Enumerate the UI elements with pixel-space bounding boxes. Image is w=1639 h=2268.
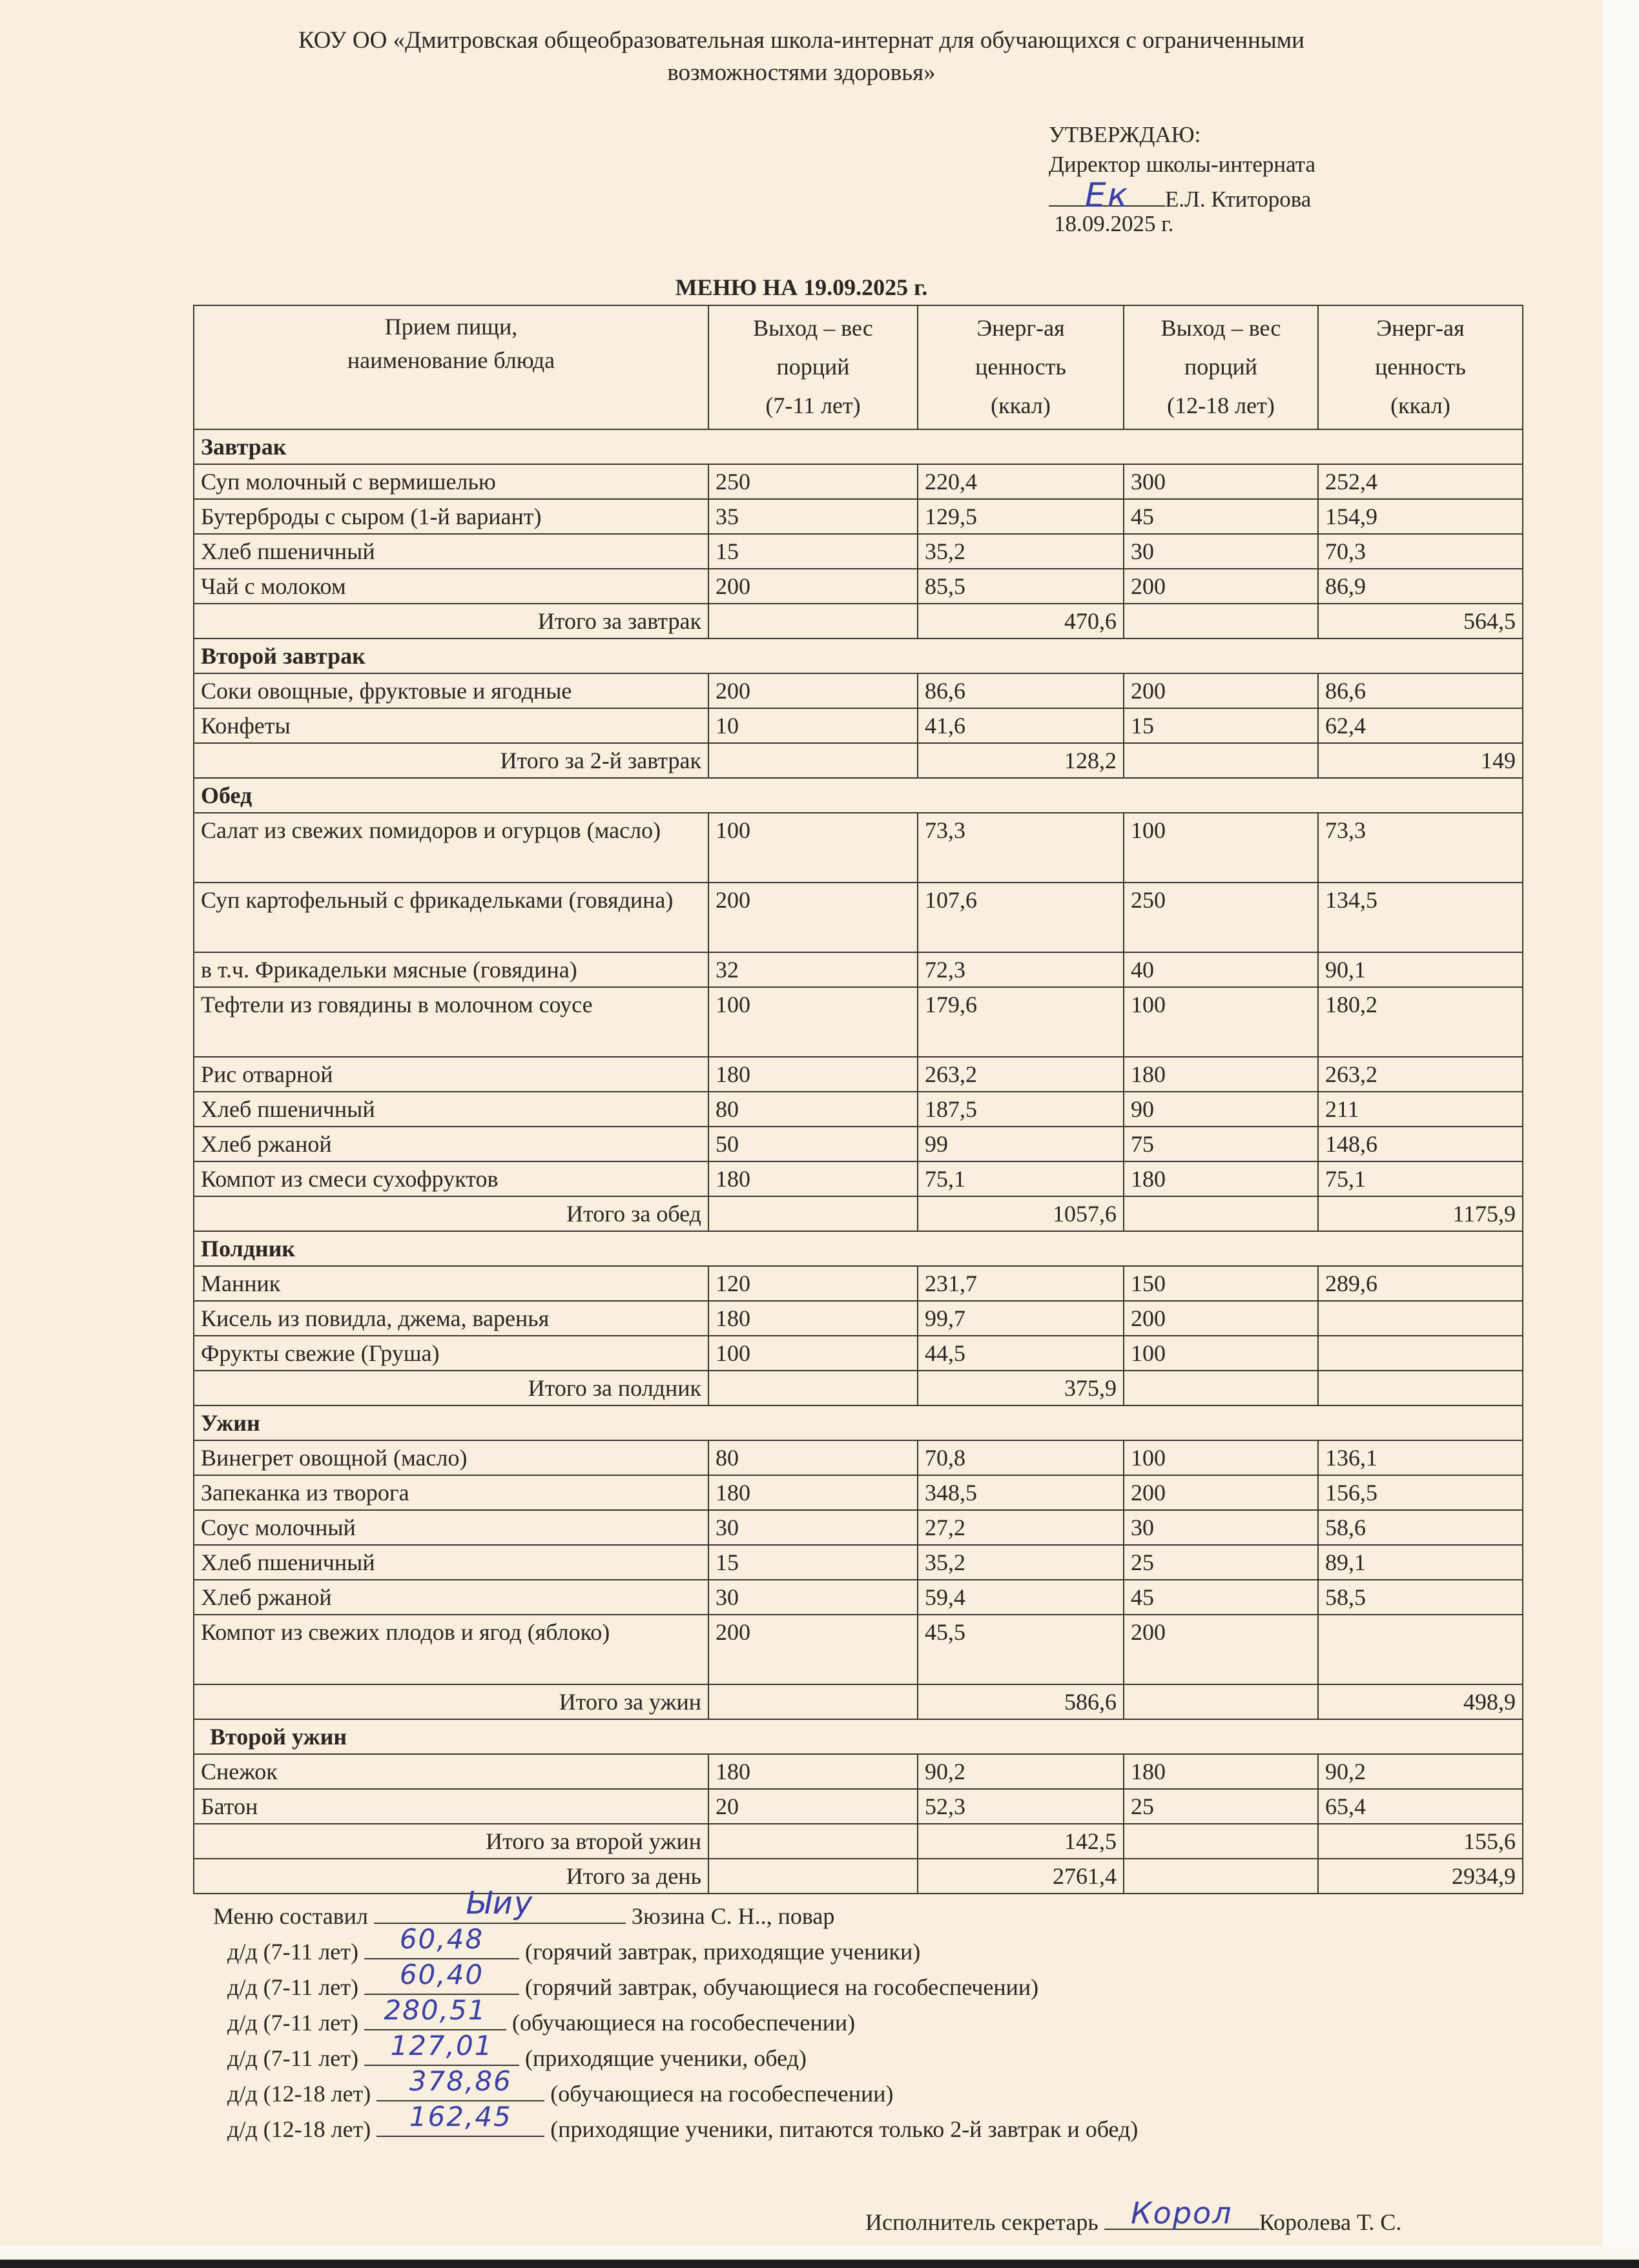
dish-name: Рис отварной (194, 1057, 708, 1092)
energy-12-18-cell: 252,4 (1318, 464, 1523, 499)
cost-age-label: д/д (7-11 лет) (227, 1974, 358, 2000)
energy-7-11-cell: 231,7 (918, 1266, 1124, 1301)
energy-12-18-cell: 75,1 (1318, 1161, 1523, 1196)
energy-12-18-cell: 58,6 (1318, 1510, 1523, 1545)
dish-row (194, 813, 1523, 883)
dish-row (194, 1789, 1523, 1824)
section-title: Ужин (194, 1405, 1523, 1440)
total-empty-cell (708, 1824, 918, 1859)
dish-row (194, 1127, 1523, 1161)
menu-table-body (194, 429, 1523, 1894)
total-empty-cell (708, 1196, 918, 1231)
weight-7-11-cell: 180 (708, 1057, 918, 1092)
section-total-row (194, 1196, 1523, 1231)
total-empty-cell (1124, 604, 1318, 639)
weight-12-18-cell: 25 (1124, 1789, 1318, 1824)
weight-12-18-cell: 100 (1124, 1336, 1318, 1371)
cost-value-blank (376, 2065, 544, 2101)
section-title: Второй ужин (194, 1719, 1523, 1754)
total-label: Итого за полдник (194, 1371, 708, 1405)
dish-name: Хлеб ржаной (194, 1580, 708, 1615)
energy-7-11-cell: 70,8 (918, 1440, 1124, 1475)
weight-7-11-cell: 100 (708, 987, 918, 1057)
total-energy-7-11: 128,2 (918, 743, 1124, 778)
total-empty-cell (1124, 1371, 1318, 1405)
total-energy-12-18: 498,9 (1318, 1684, 1523, 1719)
section-title: Обед (194, 778, 1523, 813)
total-energy-7-11: 375,9 (918, 1371, 1124, 1405)
dish-row (194, 987, 1523, 1057)
cost-age-label: д/д (7-11 лет) (227, 2010, 358, 2036)
energy-12-18-cell (1318, 1336, 1523, 1371)
energy-12-18-cell: 73,3 (1318, 813, 1523, 883)
cost-age-label: д/д (7-11 лет) (227, 2045, 358, 2071)
weight-7-11-cell: 20 (708, 1789, 918, 1824)
dish-name: Чай с молоком (194, 569, 708, 604)
section-row (194, 1231, 1523, 1266)
dish-row (194, 464, 1523, 499)
total-energy-12-18 (1318, 1371, 1523, 1405)
weight-12-18-cell: 150 (1124, 1266, 1318, 1301)
cost-note: (приходящие ученики, питаются только 2-й завтрак и обед) (550, 2116, 1139, 2142)
dish-row (194, 708, 1523, 743)
daily-cost-line (227, 1959, 1039, 2005)
energy-12-18-cell: 90,2 (1318, 1754, 1523, 1789)
energy-7-11-cell: 129,5 (918, 499, 1124, 534)
weight-12-18-cell: 15 (1124, 708, 1318, 743)
energy-12-18-cell: 86,9 (1318, 569, 1523, 604)
dish-name: Тефтели из говядины в молочном соусе (194, 987, 708, 1057)
weight-7-11-cell: 200 (708, 569, 918, 604)
day-total-energy-7-11: 2761,4 (918, 1859, 1124, 1894)
section-row (194, 1719, 1523, 1754)
dish-name: Запеканка из творога (194, 1475, 708, 1510)
composed-by-label: Меню составил (213, 1903, 368, 1929)
dish-name: в т.ч. Фрикадельки мясные (говядина) (194, 952, 708, 987)
section-total-row (194, 1684, 1523, 1719)
menu-table (193, 305, 1523, 1894)
weight-7-11-cell: 100 (708, 1336, 918, 1371)
cost-value-blank (364, 1923, 519, 1959)
weight-7-11-cell: 120 (708, 1266, 918, 1301)
total-empty-cell (1124, 1859, 1318, 1894)
weight-7-11-cell: 50 (708, 1127, 918, 1161)
dish-name: Компот из смеси сухофруктов (194, 1161, 708, 1196)
total-energy-12-18: 564,5 (1318, 604, 1523, 639)
weight-7-11-cell: 35 (708, 499, 918, 534)
weight-7-11-cell: 15 (708, 534, 918, 569)
composed-signature: Ыиу (466, 1885, 534, 1921)
dish-row (194, 569, 1523, 604)
cost-note: (горячий завтрак, приходящие ученики) (524, 1939, 921, 1965)
weight-12-18-cell: 200 (1124, 673, 1318, 708)
organization-name-line1: КОУ ОО «Дмитровская общеобразовательная школа-интернат для обучающихся с ограниченными (298, 27, 1304, 54)
weight-12-18-cell: 180 (1124, 1057, 1318, 1092)
dish-name: Батон (194, 1789, 708, 1824)
weight-7-11-cell: 200 (708, 883, 918, 952)
dish-name: Винегрет овощной (масло) (194, 1440, 708, 1475)
scan-margin (1603, 0, 1639, 2245)
weight-7-11-cell: 200 (708, 673, 918, 708)
weight-7-11-cell: 100 (708, 813, 918, 883)
cost-note: (горячий завтрак, обучающиеся на гособеспечении) (524, 1974, 1039, 2000)
energy-12-18-cell: 90,1 (1318, 952, 1523, 987)
dish-row (194, 1161, 1523, 1196)
total-label: Итого за второй ужин (194, 1824, 708, 1859)
weight-12-18-cell: 200 (1124, 569, 1318, 604)
daily-cost-line (227, 2065, 894, 2112)
column-header-energy-12-18: Энерг-ая ценность (ккал) (1318, 305, 1523, 429)
dish-name: Хлеб пшеничный (194, 1545, 708, 1580)
energy-7-11-cell: 86,6 (918, 673, 1124, 708)
executor-label: Исполнитель секретарь (865, 2209, 1098, 2235)
total-energy-7-11: 142,5 (918, 1824, 1124, 1859)
executor-signature: Корол (1131, 2196, 1233, 2231)
energy-12-18-cell: 62,4 (1318, 708, 1523, 743)
weight-12-18-cell: 180 (1124, 1754, 1318, 1789)
executor-signature-blank (1104, 2196, 1259, 2231)
total-empty-cell (708, 1371, 918, 1405)
dish-name: Суп картофельный с фрикадельками (говядина) (194, 883, 708, 952)
dish-name: Соки овощные, фруктовые и ягодные (194, 673, 708, 708)
weight-12-18-cell: 200 (1124, 1301, 1318, 1336)
dish-row (194, 1266, 1523, 1301)
dish-row (194, 673, 1523, 708)
total-empty-cell (1124, 1824, 1318, 1859)
dish-row (194, 1545, 1523, 1580)
cost-value-blank (364, 1959, 519, 1995)
energy-12-18-cell: 154,9 (1318, 499, 1523, 534)
cost-value: 378,86 (409, 2065, 512, 2097)
dish-name: Суп молочный с вермишелью (194, 464, 708, 499)
dish-row (194, 1510, 1523, 1545)
energy-7-11-cell: 59,4 (918, 1580, 1124, 1615)
energy-12-18-cell: 89,1 (1318, 1545, 1523, 1580)
approval-name: Е.Л. Ктиторова (1165, 187, 1312, 212)
cost-value: 280,51 (384, 1994, 487, 2026)
approval-signature: Ек (1084, 176, 1129, 215)
weight-12-18-cell: 40 (1124, 952, 1318, 987)
dish-row (194, 1440, 1523, 1475)
weight-12-18-cell: 25 (1124, 1545, 1318, 1580)
daily-cost-line (227, 1923, 921, 1970)
approval-position: Директор школы-интерната (1049, 152, 1316, 177)
energy-12-18-cell: 65,4 (1318, 1789, 1523, 1824)
weight-7-11-cell: 180 (708, 1754, 918, 1789)
dish-row (194, 1475, 1523, 1510)
executor-name: Королева Т. С. (1259, 2209, 1402, 2235)
dish-name: Конфеты (194, 708, 708, 743)
weight-12-18-cell: 200 (1124, 1475, 1318, 1510)
weight-7-11-cell: 250 (708, 464, 918, 499)
weight-12-18-cell: 200 (1124, 1615, 1318, 1684)
total-label: Итого за ужин (194, 1684, 708, 1719)
scan-edge-band (0, 2260, 1639, 2268)
cost-note: (приходящие ученики, обед) (524, 2045, 807, 2071)
total-energy-12-18: 149 (1318, 743, 1523, 778)
dish-row (194, 952, 1523, 987)
total-energy-12-18: 1175,9 (1318, 1196, 1523, 1231)
column-header-energy-7-11: Энерг-ая ценность (ккал) (918, 305, 1124, 429)
cost-value: 127,01 (390, 2030, 493, 2061)
energy-12-18-cell: 70,3 (1318, 534, 1523, 569)
cost-note: (обучающиеся на гособеспечении) (550, 2081, 894, 2107)
menu-title: МЕНЮ НА 19.09.2025 г. (675, 274, 928, 300)
day-total-label: Итого за день (194, 1859, 708, 1894)
day-total-energy-12-18: 2934,9 (1318, 1859, 1523, 1894)
composed-by-name: Зюзина С. Н.., повар (631, 1903, 835, 1929)
dish-name: Манник (194, 1266, 708, 1301)
daily-cost-line (227, 1994, 856, 2041)
weight-7-11-cell: 30 (708, 1580, 918, 1615)
weight-12-18-cell: 30 (1124, 534, 1318, 569)
section-title: Второй завтрак (194, 639, 1523, 673)
section-row (194, 639, 1523, 673)
energy-12-18-cell (1318, 1301, 1523, 1336)
total-energy-7-11: 586,6 (918, 1684, 1124, 1719)
energy-7-11-cell: 348,5 (918, 1475, 1124, 1510)
dish-row (194, 1615, 1523, 1684)
weight-12-18-cell: 100 (1124, 987, 1318, 1057)
cost-value-blank (364, 1994, 506, 2030)
cost-age-label: д/д (12-18 лет) (227, 2081, 371, 2107)
weight-12-18-cell: 30 (1124, 1510, 1318, 1545)
cost-value: 60,48 (399, 1923, 484, 1955)
weight-7-11-cell: 180 (708, 1475, 918, 1510)
dish-name: Кисель из повидла, джема, варенья (194, 1301, 708, 1336)
section-total-row (194, 1371, 1523, 1405)
energy-12-18-cell: 263,2 (1318, 1057, 1523, 1092)
energy-7-11-cell: 75,1 (918, 1161, 1124, 1196)
section-total-row (194, 604, 1523, 639)
energy-7-11-cell: 41,6 (918, 708, 1124, 743)
total-label: Итого за 2-й завтрак (194, 743, 708, 778)
total-empty-cell (708, 604, 918, 639)
cost-value: 162,45 (409, 2101, 512, 2132)
dish-name: Бутерброды с сыром (1-й вариант) (194, 499, 708, 534)
energy-7-11-cell: 99 (918, 1127, 1124, 1161)
dish-row (194, 1301, 1523, 1336)
energy-12-18-cell (1318, 1615, 1523, 1684)
energy-7-11-cell: 72,3 (918, 952, 1124, 987)
column-header-weight-12-18: Выход – вес порций (12-18 лет) (1124, 305, 1318, 429)
weight-12-18-cell: 250 (1124, 883, 1318, 952)
dish-row (194, 499, 1523, 534)
weight-12-18-cell: 75 (1124, 1127, 1318, 1161)
energy-12-18-cell: 134,5 (1318, 883, 1523, 952)
weight-7-11-cell: 32 (708, 952, 918, 987)
weight-12-18-cell: 100 (1124, 813, 1318, 883)
section-total-row (194, 1824, 1523, 1859)
total-empty-cell (708, 1859, 918, 1894)
energy-7-11-cell: 99,7 (918, 1301, 1124, 1336)
cost-note: (обучающиеся на гособеспечении) (511, 2010, 856, 2036)
dish-name: Хлеб пшеничный (194, 1092, 708, 1127)
weight-7-11-cell: 80 (708, 1440, 918, 1475)
dish-row (194, 1057, 1523, 1092)
composed-by-line (213, 1885, 835, 1934)
dish-row (194, 534, 1523, 569)
weight-7-11-cell: 30 (708, 1510, 918, 1545)
approval-label: УТВЕРЖДАЮ: (1049, 122, 1201, 147)
energy-12-18-cell: 289,6 (1318, 1266, 1523, 1301)
energy-7-11-cell: 85,5 (918, 569, 1124, 604)
energy-7-11-cell: 107,6 (918, 883, 1124, 952)
energy-7-11-cell: 45,5 (918, 1615, 1124, 1684)
total-energy-12-18: 155,6 (1318, 1824, 1523, 1859)
dish-name: Фрукты свежие (Груша) (194, 1336, 708, 1371)
composed-signature-blank (374, 1885, 626, 1924)
energy-7-11-cell: 73,3 (918, 813, 1124, 883)
energy-12-18-cell: 156,5 (1318, 1475, 1523, 1510)
dish-name: Компот из свежих плодов и ягод (яблоко) (194, 1615, 708, 1684)
weight-7-11-cell: 200 (708, 1615, 918, 1684)
energy-12-18-cell: 86,6 (1318, 673, 1523, 708)
total-empty-cell (708, 1684, 918, 1719)
dish-name: Хлеб ржаной (194, 1127, 708, 1161)
scan-margin-bottom (0, 2245, 1639, 2260)
weight-7-11-cell: 180 (708, 1301, 918, 1336)
section-title: Полдник (194, 1231, 1523, 1266)
dish-row (194, 1580, 1523, 1615)
dish-row (194, 1754, 1523, 1789)
dish-row (194, 883, 1523, 952)
cost-value-blank (376, 2101, 544, 2137)
weight-12-18-cell: 300 (1124, 464, 1318, 499)
column-header-weight-7-11: Выход – вес порций (7-11 лет) (708, 305, 918, 429)
dish-name: Соус молочный (194, 1510, 708, 1545)
weight-7-11-cell: 180 (708, 1161, 918, 1196)
weight-12-18-cell: 180 (1124, 1161, 1318, 1196)
energy-7-11-cell: 90,2 (918, 1754, 1124, 1789)
executor-line (865, 2196, 1402, 2240)
energy-7-11-cell: 44,5 (918, 1336, 1124, 1371)
approval-date: 18.09.2025 г. (1054, 211, 1174, 236)
total-energy-7-11: 470,6 (918, 604, 1124, 639)
approval-signature-blank (1049, 176, 1165, 215)
section-row (194, 1405, 1523, 1440)
section-row (194, 778, 1523, 813)
weight-12-18-cell: 45 (1124, 499, 1318, 534)
weight-12-18-cell: 100 (1124, 1440, 1318, 1475)
weight-7-11-cell: 10 (708, 708, 918, 743)
total-label: Итого за завтрак (194, 604, 708, 639)
organization-name-line2: возможностями здоровья» (667, 59, 936, 86)
section-title: Завтрак (194, 429, 1523, 464)
cost-age-label: д/д (12-18 лет) (227, 2116, 371, 2142)
weight-12-18-cell: 45 (1124, 1580, 1318, 1615)
total-energy-7-11: 1057,6 (918, 1196, 1124, 1231)
table-header-row (194, 305, 1523, 429)
section-row (194, 429, 1523, 464)
dish-name: Хлеб пшеничный (194, 534, 708, 569)
daily-cost-line (227, 2101, 1139, 2147)
energy-7-11-cell: 35,2 (918, 534, 1124, 569)
energy-7-11-cell: 220,4 (918, 464, 1124, 499)
dish-row (194, 1336, 1523, 1371)
cost-age-label: д/д (7-11 лет) (227, 1939, 358, 1965)
cost-value: 60,40 (399, 1959, 484, 1990)
energy-7-11-cell: 27,2 (918, 1510, 1124, 1545)
total-empty-cell (1124, 743, 1318, 778)
total-empty-cell (1124, 1196, 1318, 1231)
energy-7-11-cell: 179,6 (918, 987, 1124, 1057)
total-empty-cell (1124, 1684, 1318, 1719)
weight-7-11-cell: 15 (708, 1545, 918, 1580)
energy-7-11-cell: 35,2 (918, 1545, 1124, 1580)
dish-row (194, 1092, 1523, 1127)
weight-12-18-cell: 90 (1124, 1092, 1318, 1127)
energy-12-18-cell: 136,1 (1318, 1440, 1523, 1475)
energy-7-11-cell: 187,5 (918, 1092, 1124, 1127)
energy-12-18-cell: 58,5 (1318, 1580, 1523, 1615)
weight-7-11-cell: 80 (708, 1092, 918, 1127)
energy-12-18-cell: 180,2 (1318, 987, 1523, 1057)
energy-7-11-cell: 52,3 (918, 1789, 1124, 1824)
energy-7-11-cell: 263,2 (918, 1057, 1124, 1092)
energy-12-18-cell: 211 (1318, 1092, 1523, 1127)
dish-name: Салат из свежих помидоров и огурцов (масло) (194, 813, 708, 883)
total-label: Итого за обед (194, 1196, 708, 1231)
energy-12-18-cell: 148,6 (1318, 1127, 1523, 1161)
column-header-dish: Прием пищи, наименование блюда (194, 305, 708, 429)
section-total-row (194, 743, 1523, 778)
total-empty-cell (708, 743, 918, 778)
cost-value-blank (364, 2030, 519, 2066)
dish-name: Снежок (194, 1754, 708, 1789)
